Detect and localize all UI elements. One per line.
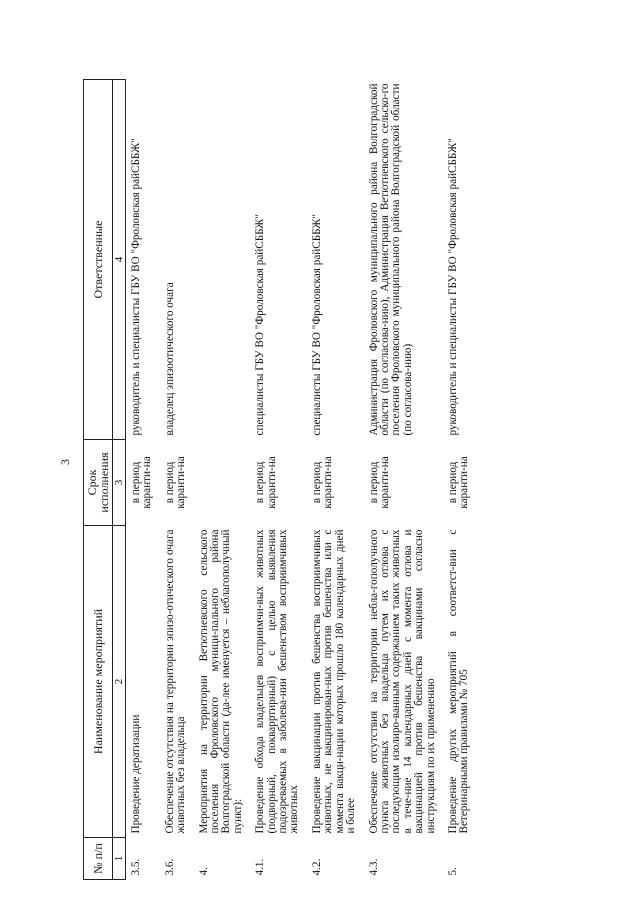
- column-number: 4: [113, 80, 126, 440]
- row-measure: Проведение дератизации: [130, 714, 142, 834]
- measures-table: [83, 79, 477, 880]
- column-number: 2: [113, 526, 126, 838]
- row-responsible: руководитель и специалисты ГБУ ВО "Фроловская райСББЖ": [130, 138, 142, 436]
- table-row: [126, 80, 160, 880]
- table-row: [307, 80, 364, 880]
- header-name: Наименование мероприятий: [84, 526, 113, 838]
- row-term: в период каранти-на: [254, 456, 278, 509]
- row-measure: Проведение вакцинации против бешенства восприимчивых животных, не вакцинирован-ных против бешенства или с момента вакци-нации которых прошло 180 календарных дней и более: [310, 529, 358, 834]
- row-measure: Обеспечение отсутствия на территории небла-гополучного пункта животных без владельца путем их отлова с последующим изолиро-ванным содержанием таких животных в тече-ние 14 календарных дней с момента отлова и вакцинацией против бешенства вакцинами согласно инструкциям по их применению: [367, 529, 437, 834]
- header-responsible: Ответственные: [84, 80, 113, 440]
- row-number: 4.2.: [310, 858, 323, 876]
- row-term: в период каранти-на: [310, 456, 335, 509]
- row-responsible: [194, 80, 251, 440]
- row-responsible: специалисты ГБУ ВО "Фроловская райСББЖ": [310, 214, 323, 436]
- row-term: в период каранти-на: [163, 456, 188, 509]
- row-number: 4.1.: [254, 858, 267, 876]
- table-header-row: [84, 80, 113, 880]
- row-number: 4.3.: [367, 858, 380, 876]
- row-term: [194, 440, 251, 526]
- row-measure: Мероприятия на территории Ветютневского сельского поселения Фроловского муници-пального района Волгоградской области (да-лее именуется – неблагополучный пункт):: [197, 529, 244, 834]
- row-responsible: руководитель и специалисты ГБУ ВО "Фроловская райСББЖ": [446, 138, 459, 436]
- row-responsible: владелец эпизоотического очага: [163, 282, 176, 436]
- row-number: 5.: [446, 867, 459, 876]
- table-row: [160, 80, 194, 880]
- table-row: [364, 80, 443, 880]
- header-term: Срок исполнения: [84, 440, 113, 526]
- row-number: 3.6.: [163, 858, 176, 876]
- column-number: 1: [113, 838, 126, 880]
- row-number: 3.5.: [130, 858, 142, 876]
- table-row: [250, 80, 307, 880]
- row-measure: Проведение других мероприятий в соответст-вии с Ветеринарными правилами № 705: [446, 529, 471, 834]
- row-term: в период каранти-на: [130, 456, 154, 509]
- row-responsible: специалисты ГБУ ВО "Фроловская райСББЖ": [254, 214, 267, 436]
- column-number-row: [113, 80, 126, 880]
- row-term: в период каранти-на: [367, 456, 391, 509]
- table-row: [443, 80, 477, 880]
- row-measure: Проведение обхода владельцев восприимчи-вых животных (подворный, покварртирный) с целью выявления подозреваемых в заболева-нии бешенством восприимчивых животных: [254, 529, 301, 834]
- row-responsible: Администрация Фроловского муниципального района Волгоградской области (по согласова-нию), Администрация Ветютневского сельско-го поселения Фроловского муниципального района Волгоградской области (по согласова-нию): [367, 83, 414, 436]
- table-row: [194, 80, 251, 880]
- page-number: 3: [58, 459, 72, 465]
- row-measure: Обеспечение отсутствия на территории эпизо-отического очага животных без владельца: [163, 529, 188, 834]
- header-number: № п/п: [84, 838, 113, 880]
- row-number: 4.: [197, 867, 210, 876]
- column-number: 3: [113, 440, 126, 526]
- row-term: в период каранти-на: [446, 456, 471, 509]
